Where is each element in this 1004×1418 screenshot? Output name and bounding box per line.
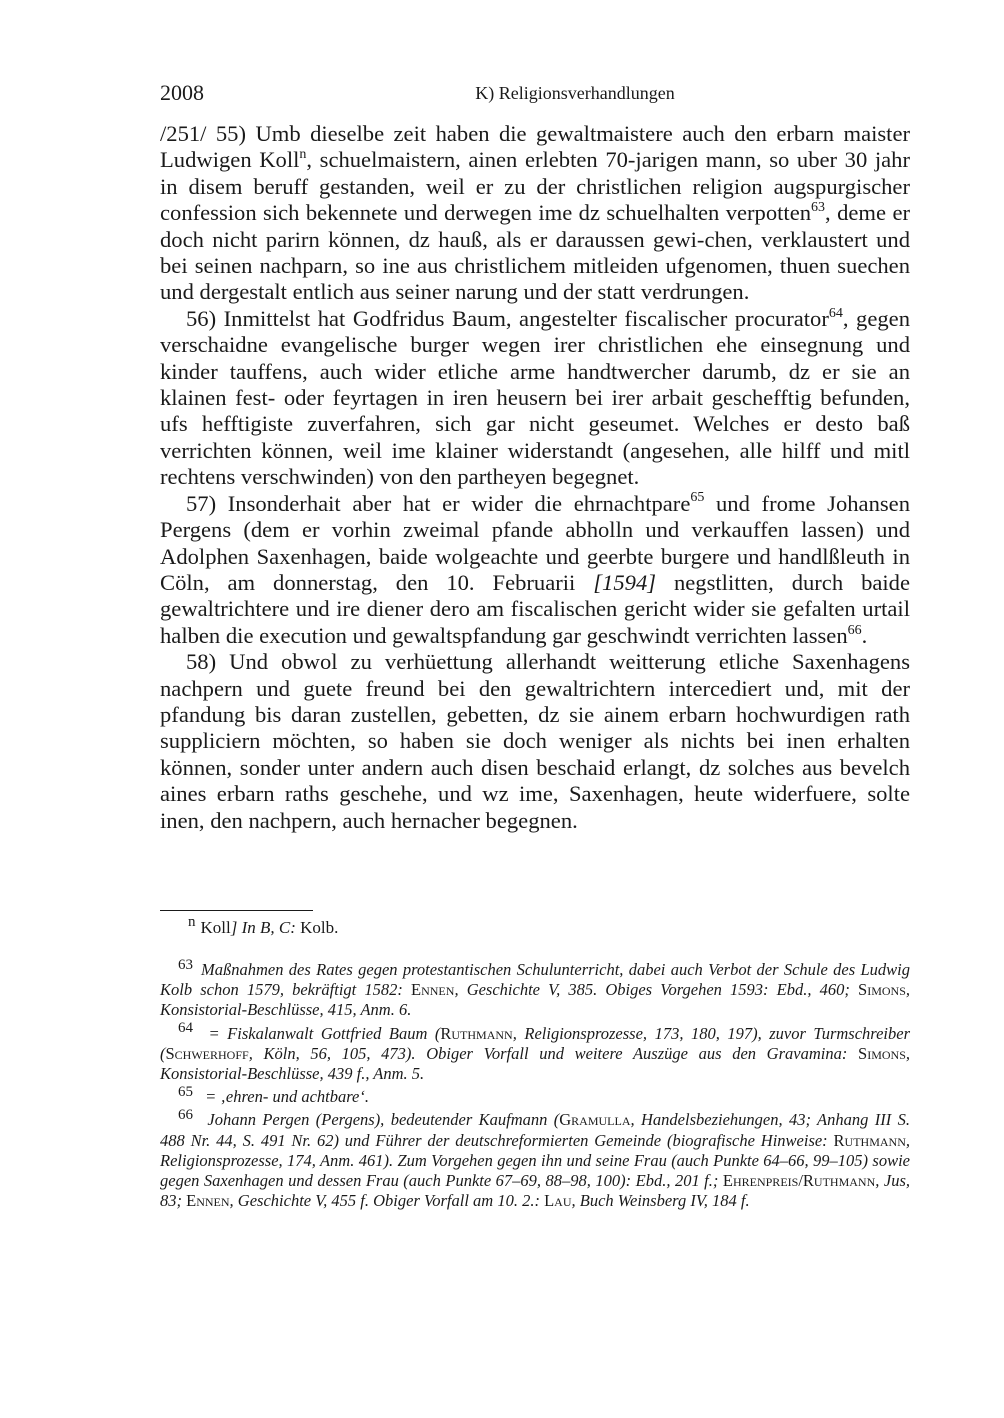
footnote-63: 63 Maßnahmen des Rates gegen protestantischen Schulunterricht, dabei auch Verbot der Schule des Ludwig Kolb schon 1579, bekräftigt 1582: Ennen, Geschichte V, 385. Obiges Vorgehen 1593: Ebd., 460; Simons, Konsistorial-Beschlüsse, 415, Anm. 6. xyxy=(160,956,910,1020)
apparatus-marker: n xyxy=(299,147,307,163)
footnotes xyxy=(160,956,911,1214)
paragraph-56: 56) Inmittelst hat Godfridus Baum, angestelter fiscalischer procurator$^{64}$, gegen verschaidne evangelische burger wegen irer christlichen ehe einsegnung und kinder tauffens, auch wider etliche arme handtwercher darumb, dz er sie an klainen fest- oder feyrtagen in iren heusern bei irer arbait geschefftig befunden, ufs hefftigiste zuverfahren, sich gar nicht geseumet. Welches er desto baß verrichten können, weil ime klainer widerstandt (angesehen, alle hilff und mitl rechtens verschwinden) von den partheyen begegnet. xyxy=(160,305,910,490)
footnote-marker: 63 xyxy=(811,200,826,215)
running-head: K) Religionsverhandlungen xyxy=(475,83,675,103)
footnote-marker: 65 xyxy=(690,490,705,506)
paragraph-55: /251/ 55) Umb dieselbe zeit haben die gewaltmaistere auch den erbarn maister Ludwigen Koll$^n$, schuelmaistern, ainen erlebten 70-jarigen mann, so uber 30 jahr in disem beruff gestanden, weil er zu der christlichen religion augspurgischer confession sich bekennete und derwegen ime dz schuelhalten verpotten$^{63}$, deme er doch nicht parirn können, dz hauß, als er daraussen gewi-chen, verklaustert und bei seinen nachparn, so ine aus christlichem mitleiden ufgenomen, thuen suechen und dergestalt entlich aus seiner narung und der statt verdrungen. xyxy=(160,121,910,305)
footnote-66: 66 Johann Pergen (Pergens), bedeutender Kaufmann (Gramulla, Handelsbeziehungen, 43; Anhang III S. 488 Nr. 44, S. 491 Nr. 62) und Führer der deutschreformierten Gemeinde (biografische Hinweise: Ruthmann, Religionsprozesse, 174, Anm. 461). Zum Vorgehen gegen ihn und seine Frau (auch Punkte 64–66, 99–105) sowie gegen Saxenhagen und dessen Frau (auch Punkte 67–69, 88–98, 100): Ebd., 201 f.; Ehrenpreis/Ruthmann, Jus, 83; Ennen, Geschichte V, 455 f. Obiger Vorfall am 10. 2.: Lau, Buch Weinsberg IV, 184 f. xyxy=(160,1106,911,1211)
editorial-date: [1594] xyxy=(593,569,657,595)
paragraph-57: 57) Insonderhait aber hat er wider die ehrnachtpare$^{65}$ und frome Johansen Pergens (dem er vorhin zweimal pfande abholln und verkauffen lassen) und Adolphen Saxenhagen, baide wolgeachte und geerbte burgere und handlßleuth in Cöln, am donnerstag, den 10. Februarii [1594] negstlitten, durch baide gewaltrichtere und ire diener dero am fiscalischen gericht wider sie gefalten urtail halben die execution und gewaltspfandung gar geschwindt verrichten lassen$^{66}$. xyxy=(160,490,910,648)
apparatus-number: n xyxy=(188,914,196,931)
page-header xyxy=(160,80,910,108)
footnote-65: 65 = ‚ehren- und achtbare‘. xyxy=(178,1083,369,1107)
page-number: 2008 xyxy=(160,80,204,105)
footnote-marker: 66 xyxy=(847,622,862,638)
footnote-64: 64 = Fiskalanwalt Gottfried Baum (Ruthmann, Religionsprozesse, 173, 180, 197), zuvor Turmschreiber (Schwerhoff, Köln, 56, 105, 473). Obiger Vorfall und weitere Auszüge aus den Gravamina: Simons, Konsistorial-Beschlüsse, 439 f., Anm. 5. xyxy=(160,1020,910,1084)
footnote-divider xyxy=(160,910,313,911)
critical-apparatus: n Koll] In B, C: Kolb. xyxy=(188,914,339,937)
main-text xyxy=(160,121,910,834)
footnote-marker: 64 xyxy=(828,305,843,321)
paragraph-58: 58) Und obwol zu verhüettung allerhandt weitterung etliche Saxenhagens nachpern und guete freund bei den gewaltrichtern intercediert und, mit der pfandung bis daran zustellen, gebetten, dz sie ainem erbarn hochwurdigen rath suppliciern möchten, so haben sie doch weniger als nichts bei inen erhalten können, sonder unter andern auch disen beschaid erlangt, dz solches aus bevelch aines erbarn raths geschehe, und wz ime, Saxenhagen, heute widerfuere, solte inen, den nachpern, auch hernacher begegnen. xyxy=(160,649,910,833)
